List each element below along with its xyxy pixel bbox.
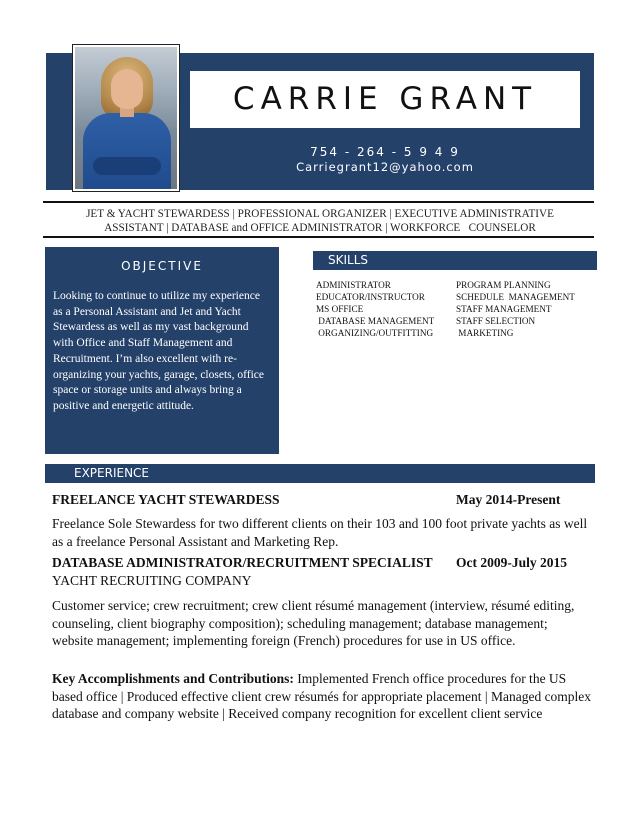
- tagline: [60, 207, 580, 235]
- skill-item: SCHEDULE MANAGEMENT: [456, 292, 575, 302]
- company-name: YACHT RECRUITING COMPANY: [52, 573, 252, 588]
- objective-text: Looking to continue to utilize my experience as a Personal Assistant and Jet and Yacht Stewardess as well as my vast background with Office and Staff Management and Recruitment. I’m also excellent with re-organizing your yachts, garage, closets, office space or storage units and always bring a positive and energetic attitude.: [53, 290, 264, 412]
- objective-heading: OBJECTIVE: [121, 259, 203, 273]
- experience-heading: EXPERIENCE: [74, 466, 150, 480]
- divider-bottom: [43, 236, 594, 238]
- skills-left-column: [316, 279, 434, 339]
- skill-item: EDUCATOR/INSTRUCTOR: [316, 292, 425, 302]
- job-description: Customer service; crew recruitment; crew client résumé management (interview, résumé editing, counseling, client biography composition); scheduling management; database management; website management; implementing foreign (French) procedures for use in US office.: [52, 598, 575, 648]
- accomplishments-text: Implemented French office procedures for the US based office | Produced effective client crew résumés for appropriate placement | Managed complex database and company website | Received company recognition for excellent client service: [52, 671, 592, 721]
- skill-item: STAFF SELECTION: [456, 316, 536, 326]
- skill-item: STAFF MANAGEMENT: [456, 304, 552, 314]
- job-title: DATABASE ADMINISTRATOR/RECRUITMENT SPECIALIST: [52, 555, 433, 570]
- divider-top: [43, 201, 594, 203]
- skill-item: MS OFFICE: [316, 304, 364, 314]
- job-date: May 2014-Present: [456, 492, 561, 507]
- skill-item: PROGRAM PLANNING: [456, 280, 551, 290]
- job-date: Oct 2009-July 2015: [456, 555, 567, 570]
- skills-right-column: [456, 279, 575, 339]
- skill-item: ORGANIZING/OUTFITTING: [316, 328, 434, 338]
- profile-photo: [72, 44, 180, 192]
- candidate-name: CARRIE GRANT: [232, 81, 538, 117]
- skills-heading: SKILLS: [328, 253, 369, 267]
- skill-item: MARKETING: [456, 328, 514, 338]
- tagline-line-1: JET & YACHT STEWARDESS | PROFESSIONAL ORGANIZER | EXECUTIVE ADMINISTRATIVE: [86, 208, 554, 220]
- accomplishments-label: Key Accomplishments and Contributions:: [52, 671, 294, 686]
- profile-photo-image: [75, 47, 177, 189]
- job-description: Freelance Sole Stewardess for two different clients on their 103 and 100 foot private yachts as well as a freelance Personal Assistant and Marketing Rep.: [52, 516, 588, 549]
- skill-item: DATABASE MANAGEMENT: [316, 316, 435, 326]
- job-title: FREELANCE YACHT STEWARDESS: [52, 492, 280, 507]
- phone-number: 754 - 264 - 5 9 4 9: [310, 145, 460, 159]
- email-address: Carriegrant12@yahoo.com: [296, 160, 474, 174]
- key-accomplishments: [52, 670, 592, 723]
- skill-item: ADMINISTRATOR: [316, 280, 391, 290]
- tagline-line-2: ASSISTANT | DATABASE and OFFICE ADMINISTRATOR | WORKFORCE COUNSELOR: [104, 222, 536, 234]
